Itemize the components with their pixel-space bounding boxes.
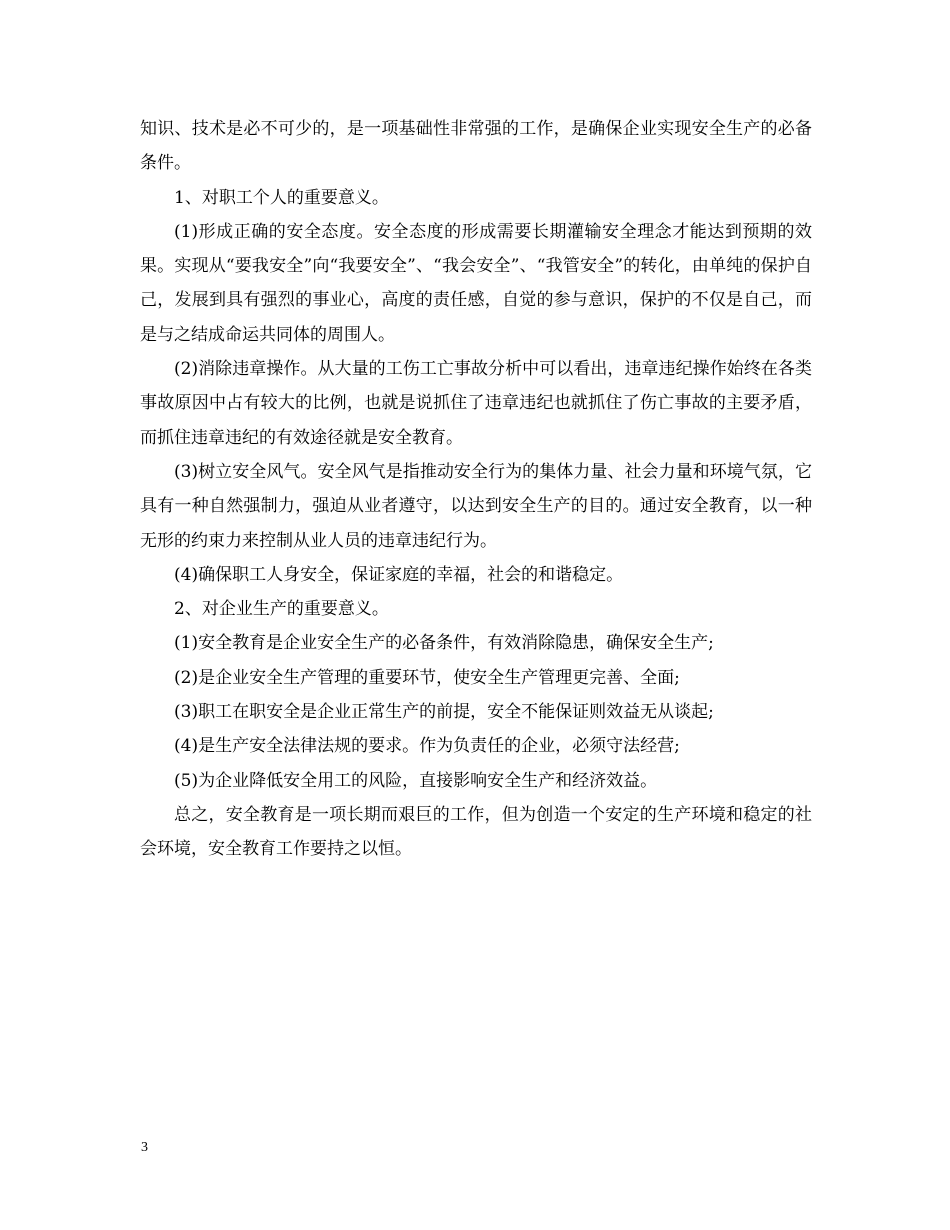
section-heading-personal: 1、对职工个人的重要意义。	[174, 187, 389, 208]
page-number: 3	[141, 1140, 148, 1155]
paragraph-continuation: 知识、技术是必不可少的，是一项基础性非常强的工作，是确保企业实现安全生产的必备条件。	[140, 119, 812, 174]
list-item-enterprise-1: (1)安全教育是企业安全生产的必备条件，有效消除隐患，确保安全生产;	[174, 633, 714, 654]
paragraph-safety-attitude: (1)形成正确的安全态度。安全态度的形成需要长期灌输安全理念才能达到预期的效果。实现从“要我安全”向“我要安全”、“我会安全”、“我管安全”的转化，由单纯的保护自己，发展到具有强烈的事业心，高度的责任感，自觉的参与意识，保护的不仅是自己，而是与之结成命运共同体的周围人。	[140, 221, 812, 345]
document-body	[140, 112, 812, 867]
paragraph-safety-culture: (3)树立安全风气。安全风气是指推动安全行为的集体力量、社会力量和环境气氛，它具有一种自然强制力，强迫从业者遵守，以达到安全生产的目的。通过安全教育，以一种无形的约束力来控制从业人员的违章违纪行为。	[140, 461, 812, 551]
list-item-enterprise-3: (3)职工在职安全是企业正常生产的前提，安全不能保证则效益无从谈起;	[174, 702, 714, 723]
list-item-enterprise-2: (2)是企业安全生产管理的重要环节，使安全生产管理更完善、全面;	[174, 667, 680, 688]
section-heading-enterprise: 2、对企业生产的重要意义。	[174, 599, 389, 620]
paragraph-eliminate-violations: (2)消除违章操作。从大量的工伤工亡事故分析中可以看出，违章违纪操作始终在各类事故原因中占有较大的比例，也就是说抓住了违章违纪也就抓住了伤亡事故的主要矛盾，而抓住违章违纪的有效途径就是安全教育。	[140, 359, 812, 448]
list-item-enterprise-5: (5)为企业降低安全用工的风险，直接影响安全生产和经济效益。	[174, 770, 658, 791]
paragraph-personal-safety: (4)确保职工人身安全，保证家庭的幸福，社会的和谐稳定。	[174, 564, 624, 585]
list-item-enterprise-4: (4)是生产安全法律法规的要求。作为负责任的企业，必须守法经营;	[174, 736, 680, 757]
paragraph-conclusion: 总之，安全教育是一项长期而艰巨的工作，但为创造一个安定的生产环境和稳定的社会环境，安全教育工作要持之以恒。	[140, 804, 812, 860]
